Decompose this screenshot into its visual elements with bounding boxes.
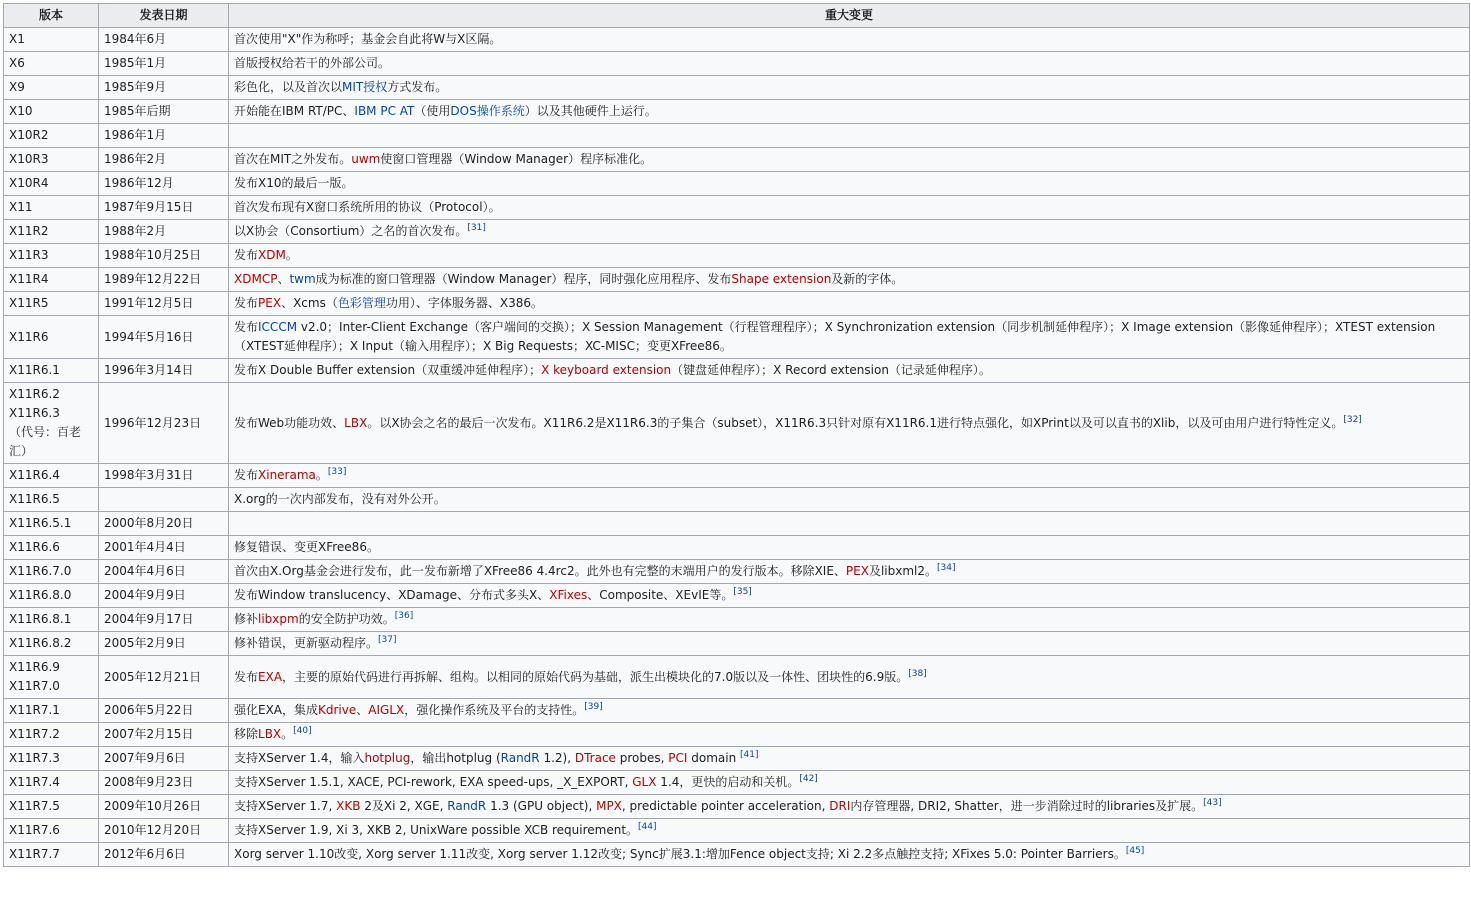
version-label: X10R2 [9,128,49,142]
changes-cell [229,843,1470,867]
citation-link[interactable]: [43] [1203,798,1222,808]
version-history-table [3,3,1470,867]
change-text: 发布 [234,669,259,684]
version-cell [4,819,99,843]
changes-cell [229,76,1470,100]
change-text: 支持XServer 1.5.1, XACE, PCI-rework, EXA speed-ups, _X_EXPORT, [234,775,633,789]
version-label: X11R4 [9,272,49,286]
version-cell [4,383,99,464]
wiki-link[interactable]: ICCCM [258,320,298,334]
date-cell: 1998年3月31日 [99,464,229,488]
wiki-link[interactable]: libxpm [258,612,299,626]
table-row [4,196,1470,220]
changes-cell [229,220,1470,244]
wiki-link[interactable]: 色彩管理 [337,296,386,310]
table-body [4,28,1470,867]
version-label: X11R6.8.2 [9,636,72,650]
change-text: domain [687,751,740,765]
wiki-link[interactable]: twm [289,272,316,286]
change-text: 修复错误、变更XFree86。 [234,540,379,554]
header-version: 版本 [4,4,99,28]
change-text: 修补 [234,612,259,626]
change-text: ）以及其他硬件上运行。 [524,104,657,118]
table-row [4,268,1470,292]
table-row [4,244,1470,268]
version-label: X11R6.2 [9,387,60,401]
wiki-link[interactable]: Xinerama [258,468,316,482]
change-text: 内存管理器, DRI2, Shatter，进一步消除过时的libraries及扩展。 [850,799,1204,813]
change-text: 开始能在IBM RT/PC、 [234,104,355,118]
version-cell [4,771,99,795]
date-cell: 1985年后期 [99,100,229,124]
change-text: 。 [285,248,298,262]
changes-cell [229,52,1470,76]
version-cell [4,359,99,383]
change-text: 发布Window translucency、XDamage、分布式多头X、 [234,588,550,602]
version-cell [4,124,99,148]
version-label: X11R6.1 [9,363,60,377]
date-cell: 1986年12月 [99,172,229,196]
change-text: 、Xcms（ [281,296,338,310]
wiki-link[interactable]: RandR [500,751,540,765]
version-label: X10R4 [9,176,49,190]
changes-cell [229,488,1470,512]
date-cell: 1986年1月 [99,124,229,148]
date-cell: 2007年9月6日 [99,747,229,771]
version-label: X11R6.5 [9,492,60,506]
version-label: X11R6.9 [9,660,60,674]
version-label: 汇） [9,444,34,458]
citation-link[interactable]: [34] [937,563,956,573]
change-text: , predictable pointer acceleration, [621,799,830,813]
table-row [4,28,1470,52]
wiki-link[interactable]: RandR [447,799,487,813]
change-text: 及libxml2。 [868,564,938,578]
table-row [4,536,1470,560]
citation-link[interactable]: [42] [799,774,818,784]
wiki-link[interactable]: DOS操作系统 [450,104,525,118]
wiki-link[interactable]: PCI [668,751,688,765]
change-text: 方式发布。 [387,80,448,94]
table-row [4,148,1470,172]
date-cell: 1996年3月14日 [99,359,229,383]
date-cell: 2004年4月6日 [99,560,229,584]
change-text: 成为标准的窗口管理器（Window Manager）程序，同时强化应用程序、发布 [315,272,732,286]
date-cell: 1994年5月16日 [99,316,229,359]
wiki-link[interactable]: hotplug [364,751,411,765]
citation-link[interactable]: [31] [467,223,486,233]
wiki-link[interactable]: XDM [258,248,286,262]
header-changes: 重大变更 [229,4,1470,28]
wiki-link[interactable]: DRI [829,799,851,813]
version-label: X11R7.0 [9,679,60,693]
citation-link[interactable]: [33] [327,467,347,477]
change-text: 首次使用"X"作为称呼；基金会自此将W与X区隔。 [234,32,502,46]
date-cell: 2008年9月23日 [99,771,229,795]
table-row [4,292,1470,316]
version-cell [4,723,99,747]
version-cell [4,52,99,76]
change-text: 发布 [234,320,259,334]
table-row [4,584,1470,608]
change-text: 使窗口管理器（Window Manager）程序标准化。 [380,152,653,166]
changes-cell [229,512,1470,536]
version-label: X11R7.4 [9,775,60,789]
table-row [4,124,1470,148]
wiki-link[interactable]: Kdrive [318,703,357,717]
version-cell [4,220,99,244]
table-row [4,488,1470,512]
date-cell: 2005年12月21日 [99,656,229,699]
wiki-link[interactable]: DTrace [574,751,616,765]
date-cell: 2004年9月17日 [99,608,229,632]
change-text: ，主要的原始代码进行再拆解、组构。以相同的原始代码为基础，派生出模块化的7.0版以及一体性、团块性的6.9版。 [282,669,909,684]
changes-cell [229,124,1470,148]
table-row [4,843,1470,867]
wiki-link[interactable]: GLX [632,775,657,789]
change-text: v2.0；Inter-Client Exchange（客户端间的交换）；X Session Management（行程管理程序）；X Synchronization extension（同步机制延伸程序）；X Image extension（影像延伸程序）；XTEST extension（XTEST延伸程序）；X Input（输入用程序）；X Big Requests；XC-MISC；变更XFree86。 [234,320,1436,353]
changes-cell [229,536,1470,560]
wiki-link[interactable]: Shape extension [731,272,832,286]
version-label: （代号：百老 [9,425,82,439]
wiki-link[interactable]: LBX [258,727,282,741]
version-label: X11R6.7.0 [9,564,72,578]
version-cell [4,172,99,196]
date-cell: 1988年2月 [99,220,229,244]
date-cell: 2000年8月20日 [99,512,229,536]
date-cell: 1989年12月22日 [99,268,229,292]
changes-cell [229,795,1470,819]
date-cell: 1984年6月 [99,28,229,52]
table-row [4,172,1470,196]
changes-cell [229,723,1470,747]
version-cell [4,244,99,268]
change-text: 支持XServer 1.4，输入 [234,751,365,765]
version-label: X11R7.5 [9,799,60,813]
date-cell: 2012年6月6日 [99,843,229,867]
version-label: X11R7.7 [9,847,60,861]
date-cell: 1985年1月 [99,52,229,76]
wiki-link[interactable]: MPX [596,799,622,813]
date-cell: 2001年4月4日 [99,536,229,560]
date-cell: 1988年10月25日 [99,244,229,268]
change-text: 支持XServer 1.9, Xi 3, XKB 2, UnixWare possible XCB requirement。 [234,823,639,837]
change-text: 强化EXA，集成 [234,703,319,717]
changes-cell [229,316,1470,359]
wiki-link[interactable]: XFixes [549,588,588,602]
table-row [4,464,1470,488]
date-cell: 2006年5月22日 [99,699,229,723]
date-cell: 2010年12月20日 [99,819,229,843]
date-cell: 2005年2月9日 [99,632,229,656]
version-cell [4,268,99,292]
change-text: 首次由X.Org基金会进行发布，此一发布新增了XFree86 4.4rc2。此外也有完整的末端用户的发行版本。移除XIE、 [234,564,846,578]
table-row [4,656,1470,699]
changes-cell [229,608,1470,632]
changes-cell [229,584,1470,608]
change-text: 及新的字体。 [831,272,904,286]
change-text: 发布 [234,248,259,262]
wiki-link[interactable]: X keyboard extension [541,363,672,377]
change-text: ，输出hotplug ( [410,751,501,765]
date-cell: 2009年10月26日 [99,795,229,819]
version-cell [4,488,99,512]
version-label: X11R6.6 [9,540,60,554]
change-text: 。 [281,727,294,741]
change-text: 、Composite、XEvIE等。 [587,588,734,602]
version-cell [4,316,99,359]
change-text: 、 [277,272,290,286]
wiki-link[interactable]: EXA [258,669,283,684]
change-text: （键盘延伸程序）；X Record extension（记录延伸程序）。 [671,363,991,377]
change-text: X.org的一次内部发布，没有对外公开。 [234,492,446,506]
table-row [4,76,1470,100]
changes-cell [229,771,1470,795]
table-row [4,699,1470,723]
citation-link[interactable]: [38] [908,668,927,679]
changes-cell [229,100,1470,124]
version-label: X6 [9,56,25,70]
change-text: 修补错误，更新驱动程序。 [234,636,379,650]
table-row [4,52,1470,76]
version-cell [4,632,99,656]
change-text: 移除 [234,727,259,741]
table-row [4,632,1470,656]
version-cell [4,608,99,632]
changes-cell [229,656,1470,699]
date-cell: 2004年9月9日 [99,584,229,608]
citation-link[interactable]: [36] [394,611,414,621]
change-text: 、 [356,703,369,717]
table-row [4,795,1470,819]
changes-cell [229,383,1470,464]
date-cell: 1991年12月5日 [99,292,229,316]
wiki-link[interactable]: PEX [845,564,869,578]
table-row [4,747,1470,771]
change-text: 。以X协会之名的最后一次发布。X11R6.2是X11R6.3的子集合（subset），X11R6.3只针对原有X11R6.1进行特点强化，如XPrint以及可以直书的Xlib，以及可由用户进行特性定义。 [367,415,1344,430]
changes-cell [229,268,1470,292]
table-row [4,220,1470,244]
changes-cell [229,747,1470,771]
change-text: 1.2), [539,751,575,765]
version-cell [4,795,99,819]
version-cell [4,196,99,220]
wiki-link[interactable]: IBM PC AT [354,104,415,118]
version-cell [4,560,99,584]
change-text: 首次在MIT之外发布。 [234,152,352,166]
changes-cell [229,244,1470,268]
changes-cell [229,28,1470,52]
change-text: 发布X Double Buffer extension（双重缓冲延伸程序）； [234,363,542,377]
version-cell [4,148,99,172]
version-label: X10R3 [9,152,49,166]
version-label: X11 [9,200,33,214]
version-label: X11R7.6 [9,823,60,837]
table-row [4,359,1470,383]
change-text: 首版授权给若干的外部公司。 [234,56,391,70]
table-row [4,316,1470,359]
changes-cell [229,172,1470,196]
wiki-link[interactable]: LBX [344,415,368,430]
change-text: probes, [615,751,669,765]
change-text: 2及Xi 2, XGE, [360,799,448,813]
changes-cell [229,699,1470,723]
change-text: 发布 [234,296,259,310]
change-text: 1.4，更快的启动和关机。 [656,775,800,789]
version-cell [4,584,99,608]
table-header-row [4,4,1470,28]
version-cell [4,843,99,867]
version-label: X9 [9,80,25,94]
citation-link[interactable]: [45] [1125,846,1145,856]
citation-link[interactable]: [40] [293,726,312,736]
version-label: X11R6.3 [9,406,60,420]
version-label: X11R7.3 [9,751,60,765]
version-cell [4,536,99,560]
version-cell [4,699,99,723]
changes-cell [229,292,1470,316]
version-label: X11R6 [9,329,49,344]
changes-cell [229,148,1470,172]
changes-cell [229,359,1470,383]
version-label: X11R7.2 [9,727,60,741]
version-cell [4,292,99,316]
citation-link[interactable]: [39] [584,702,603,712]
version-label: X11R5 [9,296,49,310]
version-label: X1 [9,32,25,46]
version-label: X11R6.4 [9,468,60,482]
wiki-link[interactable]: AIGLX [368,703,405,717]
citation-link[interactable]: [44] [638,822,657,832]
change-text: 首次发布现有X窗口系统所用的协议（Protocol）。 [234,200,501,214]
change-text: 发布X10的最后一版。 [234,176,354,190]
wiki-link[interactable]: MIT授权 [342,80,388,94]
changes-cell [229,632,1470,656]
citation-link[interactable]: [41] [740,750,759,760]
header-date: 发表日期 [99,4,229,28]
version-label: X11R6.5.1 [9,516,72,530]
citation-link[interactable]: [32] [1343,414,1362,425]
wiki-link[interactable]: uwm [351,152,381,166]
changes-cell [229,464,1470,488]
table-row [4,512,1470,536]
table-row [4,819,1470,843]
version-label: X10 [9,104,33,118]
table-row [4,100,1470,124]
table-row [4,560,1470,584]
date-cell: 1985年9月 [99,76,229,100]
change-text: 的安全防护功效。 [298,612,395,626]
version-cell [4,28,99,52]
change-text: 支持XServer 1.7, [234,799,337,813]
version-label: X11R7.1 [9,703,60,717]
version-cell [4,747,99,771]
table-row [4,383,1470,464]
table-row [4,608,1470,632]
version-cell [4,76,99,100]
changes-cell [229,196,1470,220]
change-text: 以X协会（Consortium）之名的首次发布。 [234,224,468,238]
changes-cell [229,560,1470,584]
change-text: （使用 [414,104,451,118]
wiki-link[interactable]: PEX [258,296,282,310]
citation-link[interactable]: [35] [733,587,752,597]
date-cell: 1986年2月 [99,148,229,172]
version-cell [4,464,99,488]
table-row [4,723,1470,747]
changes-cell [229,819,1470,843]
version-cell [4,100,99,124]
version-cell [4,656,99,699]
change-text: 发布 [234,468,259,482]
change-text: Xorg server 1.10改变, Xorg server 1.11改变, Xorg server 1.12改变; Sync扩展3.1:增加Fence object支持; Xi 2.2多点触控支持; XFixes 5.0: Pointer Barriers。 [234,847,1126,861]
date-cell: 2007年2月15日 [99,723,229,747]
change-text: 。 [315,468,328,482]
change-text: ，强化操作系统及平台的支持性。 [404,703,585,717]
change-text: 1.3 (GPU object), [486,799,597,813]
citation-link[interactable]: [37] [378,635,397,645]
wiki-link[interactable]: XKB [336,799,361,813]
version-label: X11R3 [9,248,49,262]
version-label: X11R6.8.0 [9,588,72,602]
table-row [4,771,1470,795]
date-cell [99,488,229,512]
date-cell: 1996年12月23日 [99,383,229,464]
version-label: X11R6.8.1 [9,612,72,626]
version-label: X11R2 [9,224,49,238]
version-cell [4,512,99,536]
date-cell: 1987年9月15日 [99,196,229,220]
change-text: 功用）、字体服务器、X386。 [385,296,543,310]
change-text: 彩色化，以及首次以 [234,80,343,94]
change-text: 发布Web功能功效、 [234,415,345,430]
wiki-link[interactable]: XDMCP [234,272,278,286]
